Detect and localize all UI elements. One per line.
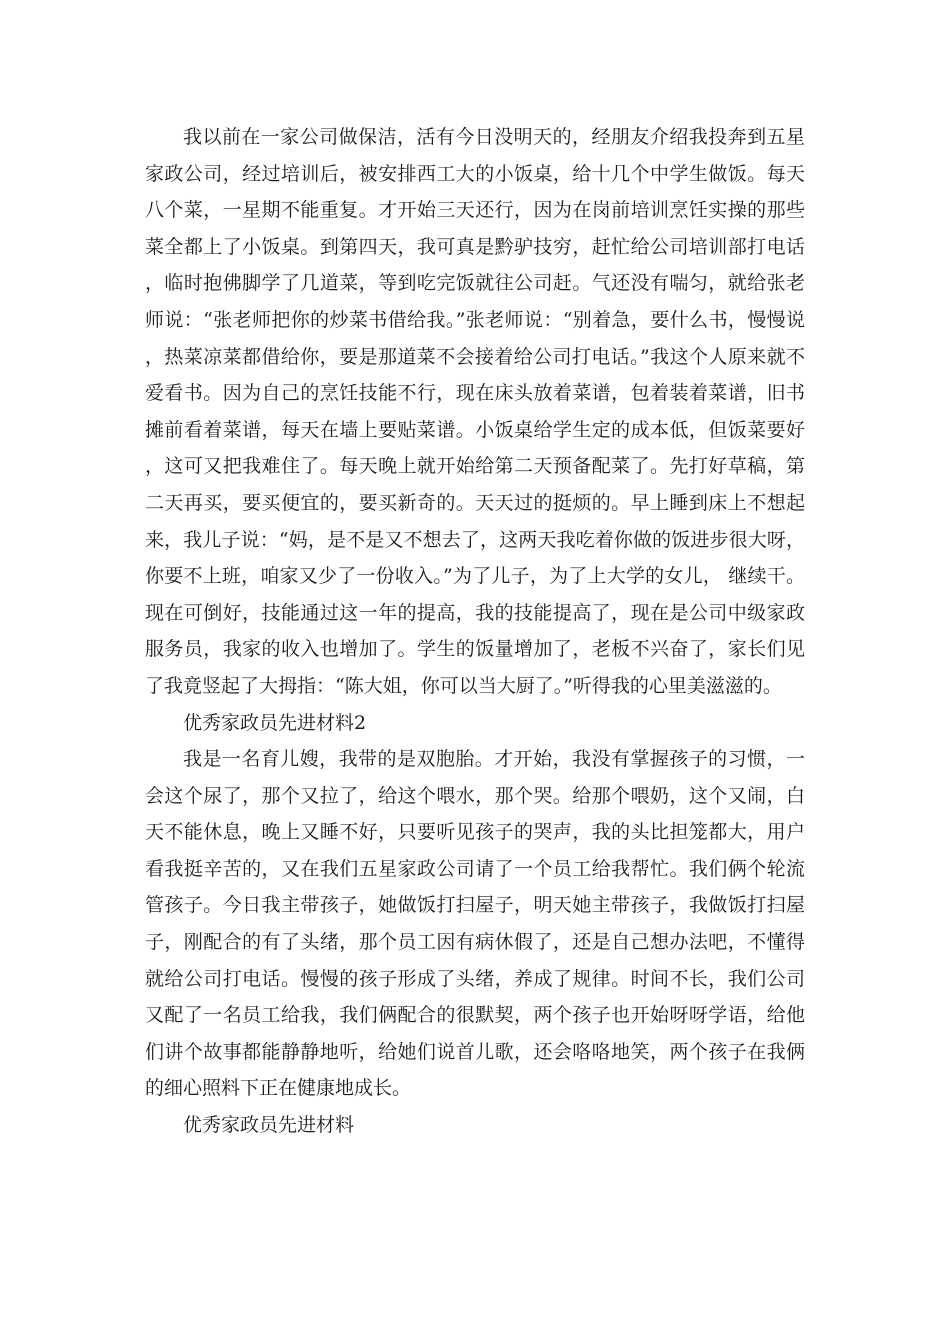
- paragraph-1: 我以前在一家公司做保洁，活有今日没明天的，经朋友介绍我投奔到五星家政公司，经过培训后，被安排西工大的小饭桌，给十几个中学生做饭。每天八个菜，一星期不能重复。才开始三天还行，因为在岗前培训烹饪实操的那些菜全都上了小饭桌。到第四天，我可真是黔驴技穷，赶忙给公司培训部打电话，临时抱佛脚学了几道菜，等到吃完饭就往公司赶。气还没有喘匀，就给张老师说：“张老师把你的炒菜书借给我。”张老师说：“别着急，要什么书，慢慢说，热菜凉菜都借给你，要是那道菜不会接着给公司打电话。”我这个人原来就不爱看书。因为自己的烹饪技能不行，现在床头放着菜谱，包着装着菜谱，旧书摊前看着菜谱，每天在墙上要贴菜谱。小饭桌给学生定的成本低，但饭菜要好，这可又把我难住了。每天晚上就开始给第二天预备配菜了。先打好草稿，第二天再买，要买便宜的，要买新奇的。天天过的挺烦的。早上睡到床上不想起来，我儿子说：“妈，是不是又不想去了，这两天我吃着你做的饭进步很大呀，你要不上班，咱家又少了一份收入。”为了儿子，为了上大学的女儿， 继续干。现在可倒好，技能通过这一年的提高，我的技能提高了，现在是公司中级家政服务员，我家的收入也增加了。学生的饭量增加了，老板不兴奋了，家长们见了我竟竖起了大拇指：“陈大姐，你可以当大厨了。”听得我的心里美滋滋的。: [145, 126, 805, 697]
- section-heading-3: 优秀家政员先进材料: [183, 1114, 355, 1137]
- paragraph-2: 我是一名育儿嫂，我带的是双胞胎。才开始，我没有掌握孩子的习惯，一会这个尿了，那个又拉了，给这个喂水，那个哭。给那个喂奶，这个又闹，白天不能休息，晚上又睡不好，只要听见孩子的哭声，我的头比担笼都大，用户看我挺辛苦的，又在我们五星家政公司请了一个员工给我帮忙。我们俩个轮流管孩子。今日我主带孩子，她做饭打扫屋子，明天她主带孩子，我做饭打扫屋子，刚配合的有了头绪，那个员工因有病休假了，还是自己想办法吧，不懂得就给公司打电话。慢慢的孩子形成了头绪，养成了规律。时间不长，我们公司又配了一名员工给我，我们俩配合的很默契，两个孩子也开始呀呀学语，给他们讲个故事都能静静地听，给她们说首儿歌，还会咯咯地笑，两个孩子在我俩的细心照料下正在健康地成长。: [145, 748, 805, 1100]
- document-page: [145, 119, 805, 1144]
- section-heading-2: 优秀家政员先进材料2: [183, 711, 367, 734]
